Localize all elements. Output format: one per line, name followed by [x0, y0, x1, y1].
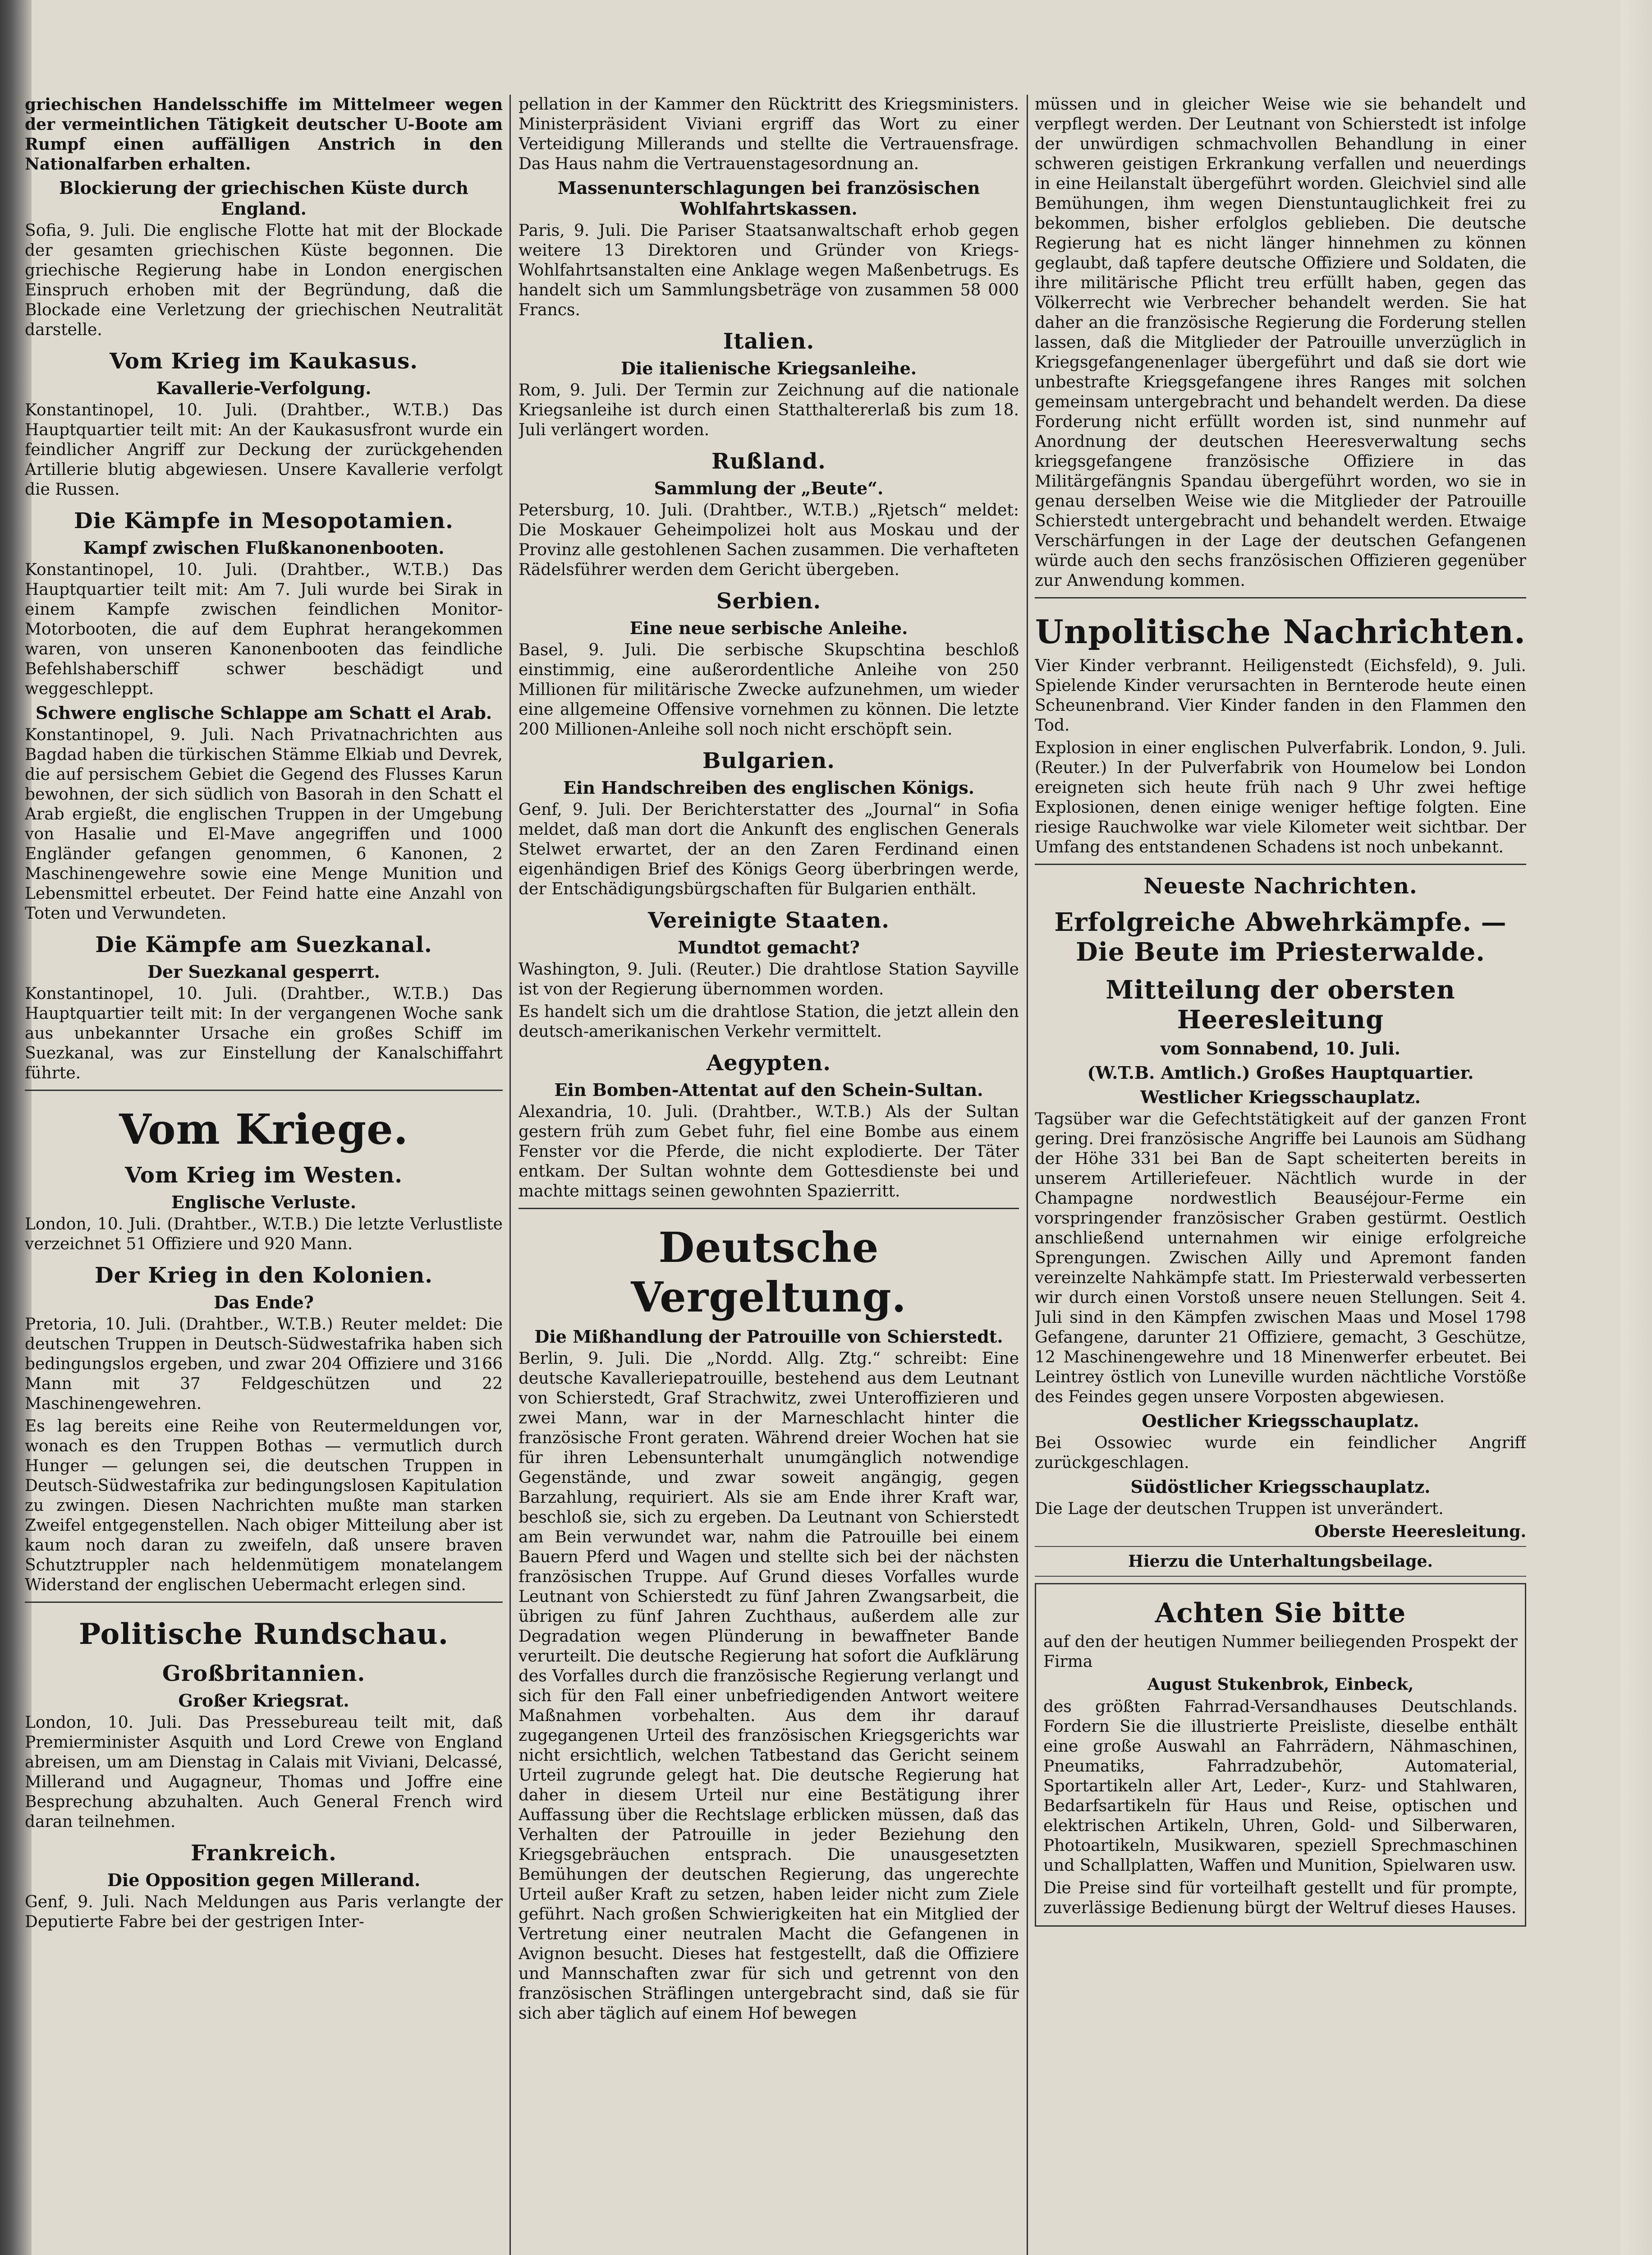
schatt-subtitle: Schwere englische Schlappe am Schatt el Arab.	[35, 703, 492, 723]
kolonien-text-1: Pretoria, 10. Juli. (Drahtber., W.T.B.) Reuter meldet: Die deutschen Truppen in Deutsch-Südwestafrika haben sich bedingungslos ergeben, und zwar 204 Offiziere und 3166 Mann mit 37 Feldgeschützen und 22 Maschinengewehren.	[25, 1315, 503, 1413]
newspaper-page	[25, 95, 1526, 2255]
sued-text: Die Lage der deutschen Truppen ist unverändert.	[1035, 1500, 1444, 1518]
divider	[25, 1602, 503, 1603]
meso-subtitle: Kampf zwischen Flußkanonenbooten.	[83, 538, 445, 558]
serbien-text: Basel, 9. Juli. Die serbische Skupschtina beschloß einstimmig, eine außerordentliche Anleihe von 250 Millionen für militärische Zwecke aufzunehmen, um wieder eine allgemeine Offensive vornehmen zu können. Die letzte 200 Millionen-Anleihe soll noch nicht erschöpft sein.	[519, 641, 1019, 739]
vergeltung-text: Berlin, 9. Juli. Die „Nordd. Allg. Ztg.“ schreibt: Eine deutsche Kavalleriepatrouille, bestehend aus dem Leutnant von Schierstedt, Graf Strachwitz, zwei Unteroffizieren und zwei Mann, war in der Marneschlacht hinter die französische Front geraten. Während dreier Wochen hat sie für ihren Lebensunterhalt unumgänglich notwendige Gegenstände, und zwar soweit angängig, gegen Barzahlung, requiriert. Als sie am Ende ihrer Kraft war, beschloß sie, sich zu ergeben. Da Leutnant von Schierstedt am Bein verwundet war, nahm die Patrouille bei einem Bauern Pferd und Wagen und stellte sich bei der nächsten französischen Truppe. Auf Grund dieses Vorfalles wurde Leutnant von Schierstedt zu fünf Jahren Zwangsarbeit, die übrigen zu fünf Jahren Zuchthaus, außerdem alle zur Degradation wegen Plünderung in bewaffneter Bande verurteilt. Die deutsche Regierung hat sofort die Aufklärung des Vorfalles durch die französische Regierung verlangt und sich für den Fall einer unbefriedigenden Antwort weitere Maßnahmen vorbehalten. Aus dem ihr darauf zugegangenen Urteil des französischen Kriegsgerichts war nicht ersichtlich, welchen Tatbestand das Gericht seinem Urteil zugrunde gelegt hat. Die deutsche Regierung hat daher in diesem Urteil nur eine Bestätigung ihrer Auffassung über die Rechtslage erblicken müssen, daß das Verhalten der Patrouille in jeder Beziehung den Kriegsgebräuchen entsprach. Die unausgesetzten Bemühungen der deutschen Regierung, das ungerechte Urteil außer Kraft zu setzen, haben leider nicht zum Ziele geführt. Nach großen Schwierigkeiten hat ein Mitglied der Vertretung einer neutralen Macht die Gefangenen in Avignon besucht. Dieses hat festgestellt, daß die Offiziere und Mannschaften zwar für sich und getrennt von den französischen Sträflingen untergebracht sind, daß sie für sich aber täglich auf einem Hof bewegen	[519, 1349, 1019, 2023]
gb-text: London, 10. Juli. Das Pressebureau teilt mit, daß Premierminister Asquith und Lord Crewe von England abreisen, um am Dienstag in Calais mit Viviani, Delcassé, Millerand und Augagneur, Thomas und Joffre eine Besprechung abzuhalten. Auch General French wird daran teilnehmen.	[25, 1713, 503, 1831]
russland-heading: Rußland.	[711, 449, 826, 474]
column-rule-2	[1027, 95, 1028, 2255]
schatt-text: Konstantinopel, 9. Juli. Nach Privatnachrichten aus Bagdad haben die türkischen Stämme Elkiab und Devrek, die auf persischem Gebiet die Gegend des Flusses Karun bewohnen, der sich südlich von Basorah in den Schatt el Arab ergießt, die englischen Truppen in der Umgebung von Hasalie und El-Mave angegriffen und 1000 Engländer gefangen genommen, 6 Kanonen, 2 Maschinengewehre sowie eine Menge Munition und Lebensmittel erbeutet. Der Feind hatte eine Anzahl von Toten und Verwundeten.	[25, 726, 503, 923]
vergeltung-subtitle: Die Mißhandlung der Patrouille von Schierstedt.	[534, 1326, 1003, 1347]
ad-close: Die Preise sind für vorteilhaft gestellt und für prompte, zuverlässige Bedienung bürgt der Weltruf dieses Hauses.	[1043, 1879, 1518, 1917]
blockade-text: Sofia, 9. Juli. Die englische Flotte hat mit der Blockade der gesamten griechischen Küste begonnen. Die griechische Regierung habe in London energischen Einspruch erhoben mit der Begründung, daß die Blockade eine Verletzung der griechischen Neutralität darstelle.	[25, 221, 503, 339]
kaukasus-title: Vom Krieg im Kaukasus.	[110, 349, 418, 374]
intro-paragraph: griechischen Handelsschiffe im Mittelmeer wegen der vermeintlichen Tätigkeit deutscher U-Boote am Rumpf einen auffälligen Anstrich in den Nationalfarben erhalten.	[25, 95, 503, 174]
bulgarien-subtitle: Ein Handschreiben des englischen Königs.	[563, 778, 974, 798]
suez-text: Konstantinopel, 10. Juli. (Drahtber., W.T.B.) Das Hauptquartier teilt mit: In der vergangenen Woche sank aus unbekannter Ursache ein großes Schiff im Suezkanal, was zur Einstellung der Kanalschiffahrt führte.	[25, 985, 503, 1082]
unpol-item-1: Vier Kinder verbrannt. Heiligenstedt (Eichsfeld), 9. Juli. Spielende Kinder verursachten in Bernterode heute einen Scheunenbrand. Vier Kinder fanden in den Flammen den Tod.	[1035, 657, 1526, 735]
ad-firm: August Stukenbrok, Einbeck,	[1147, 1675, 1414, 1694]
kolonien-title: Der Krieg in den Kolonien.	[95, 1263, 433, 1288]
russland-subtitle: Sammlung der „Beute“.	[654, 478, 884, 498]
scan-edge-right	[1620, 0, 1652, 2255]
vergeltung-title: Deutsche Vergeltung.	[631, 1223, 907, 1321]
aegypten-heading: Aegypten.	[706, 1050, 831, 1076]
meso-title: Die Kämpfe in Mesopotamien.	[74, 508, 454, 534]
divider	[1035, 1576, 1526, 1577]
signature: Oberste Heeresleitung.	[1314, 1522, 1526, 1541]
unpol-title: Unpolitische Nachrichten.	[1035, 612, 1526, 651]
divider	[1035, 597, 1526, 598]
politik-title: Politische Rundschau.	[79, 1617, 449, 1651]
gb-subtitle: Großer Kriegsrat.	[178, 1690, 349, 1711]
aegypten-subtitle: Ein Bomben-Attentat auf den Schein-Sultan.	[554, 1080, 983, 1100]
kolonien-text-2: Es lag bereits eine Reihe von Reutermeldungen vor, wonach es den Truppen Bothas — vermutlich durch Hunger — gelungen sei, die deutschen Truppen in Deutsch-Südwestafrika zur bedingungslosen Kapitulation zu zwingen. Diesen Nachrichten mußte man starken Zweifel entgegenstellen. Nach obiger Mitteilung aber ist kaum noch daran zu zweifeln, daß unsere braven Schutztruppler nach heldenmütigem monatelangem Widerstand der englischen Uebermacht erlegen sind.	[25, 1417, 503, 1594]
fr-text: Genf, 9. Juli. Nach Meldungen aus Paris verlangte der Deputierte Fabre bei der gestrigen Inter-	[25, 1893, 503, 1931]
italien-text: Rom, 9. Juli. Der Termin zur Zeichnung auf die nationale Kriegsanleihe ist durch einen Statthaltererlaß bis zum 18. Juli verlängert worden.	[519, 381, 1019, 439]
bulgarien-heading: Bulgarien.	[702, 748, 835, 773]
serbien-heading: Serbien.	[716, 589, 821, 614]
usa-subtitle: Mundtot gemacht?	[678, 937, 860, 957]
blockade-heading: Blockierung der griechischen Küste durch England.	[59, 178, 468, 219]
kaukasus-subtitle: Kavallerie-Verfolgung.	[156, 378, 372, 398]
neueste-headline-2: Mitteilung der obersten Heeresleitung	[1106, 975, 1455, 1035]
ad-intro: auf den der heutigen Nummer beiliegenden Prospekt der Firma	[1043, 1633, 1518, 1671]
kaukasus-text: Konstantinopel, 10. Juli. (Drahtber., W.T.B.) Das Hauptquartier teilt mit: An der Kaukasusfront wurde ein feindlicher Angriff zur Deckung der zurückgehenden Artillerie blutig abgewiesen. Unsere Kavallerie verfolgt die Russen.	[25, 401, 503, 499]
suez-subtitle: Der Suezkanal gesperrt.	[147, 962, 380, 982]
gb-heading: Großbritannien.	[162, 1661, 366, 1686]
column-1	[25, 95, 503, 2255]
usa-text-1: Washington, 9. Juli. (Reuter.) Die drahtlose Station Sayville ist von der Regierung übernommen worden.	[519, 960, 1019, 999]
fr-subtitle: Die Opposition gegen Millerand.	[107, 1870, 421, 1890]
kolonien-subtitle: Das Ende?	[214, 1292, 314, 1312]
russland-text: Petersburg, 10. Juli. (Drahtber., W.T.B.) „Rjetsch“ meldet: Die Moskauer Geheimpolizei holt aus Moskau und der Provinz alle gestohlenen Sachen zusammen. Die verhafteten Rädelsführer werden dem Gericht übergeben.	[519, 501, 1019, 579]
sued-heading: Südöstlicher Kriegsschauplatz.	[1130, 1477, 1431, 1497]
divider	[1035, 864, 1526, 865]
col3-continuation: müssen und in gleicher Weise wie sie behandelt und verpflegt werden. Der Leutnant von Schierstedt ist infolge der unwürdigen schmachvollen Behandlung in einer schweren geistigen Erkrankung verfallen und neuerdings in eine Heilanstalt übergeführt worden. Gleichviel sind alle Bemühungen, ihm wegen Dienstuntauglichkeit frei zu bekommen, bisher erfolglos geblieben. Die deutsche Regierung hat es nicht länger hinnehmen zu können geglaubt, daß tapfere deutsche Offiziere und Soldaten, die ihre militärische Pflicht treu erfüllt haben, gegen das Völkerrecht wie Verbrecher behandelt werden. Sie hat daher an die französische Regierung die Forderung stellen lassen, daß die Mitglieder der Patrouille unverzüglich in Kriegsgefangenenlager übergeführt und daß sie dort wie unbestrafte Kriegsgefangene ihres Ranges mit solchen gemeinsam untergebracht und behandelt werden. Da diese Forderung nicht erfüllt worden ist, sind nunmehr auf Anordnung der deutschen Heeresverwaltung sechs kriegsgefangene französische Offiziere in das Militärgefängnis Spandau übergeführt worden, wo sie in genau derselben Weise wie die Mitglieder der Patrouille Schierstedt untergebracht und behandelt werden. Etwaige Verschärfungen in der Lage der deutschen Gefangenen würde auch den sechs französischen Offizieren gegenüber zur Anwendung kommen.	[1035, 95, 1526, 590]
col2-continuation: pellation in der Kammer den Rücktritt des Kriegsministers. Ministerpräsident Viviani ergriff das Wort zu einer Verteidigung Millerands und stellte die Vertrauensfrage. Das Haus nahm die Vertrauenstagesordnung an.	[519, 95, 1019, 173]
neueste-date: vom Sonnabend, 10. Juli.	[1161, 1038, 1400, 1058]
ad-text: des größten Fahrrad-Versandhauses Deutschlands. Fordern Sie die illustrierte Preisliste, dieselbe enthält eine große Auswahl an Fahrrädern, Nähmaschinen, Pneumatiks, Fahrradzubehör, Automaterial, Sportartikeln aller Art, Leder-, Kurz- und Stahlwaren, Bedarfsartikeln für Haus und Reise, optischen und elektrischen Artikeln, Uhren, Gold- und Silberwaren, Photoartikeln, Musikwaren, speziell Sprechmaschinen und Schallplatten, Waffen und Munition, Spielwaren usw.	[1043, 1698, 1518, 1875]
italien-subtitle: Die italienische Kriegsanleihe.	[620, 358, 917, 378]
neueste-title: Neueste Nachrichten.	[1143, 874, 1418, 899]
column-3	[1035, 95, 1526, 2255]
ad-title: Achten Sie bitte	[1155, 1597, 1406, 1629]
suez-title: Die Kämpfe am Suezkanal.	[95, 932, 432, 957]
vom-kriege-title: Vom Kriege.	[119, 1105, 408, 1154]
meso-text: Konstantinopel, 10. Juli. (Drahtber., W.T.B.) Das Hauptquartier teilt mit: Am 7. Juli wurde bei Sirak in einem Kampfe zwischen feindlichen Monitor-Motorbooten, die auf dem Euphrat herangekommen waren, von unseren Kanonenbooten das feindliche Befehlshaberschiff schwer beschädigt und weggeschleppt.	[25, 561, 503, 698]
neueste-wtb: (W.T.B. Amtlich.) Großes Hauptquartier.	[1087, 1063, 1474, 1083]
westen-text: London, 10. Juli. (Drahtber., W.T.B.) Die letzte Verlustliste verzeichnet 51 Offiziere und 920 Mann.	[25, 1215, 503, 1253]
divider	[25, 1090, 503, 1091]
neueste-headline-1: Erfolgreiche Abwehrkämpfe. — Die Beute im Priesterwalde.	[1054, 907, 1507, 967]
divider	[1035, 1546, 1526, 1547]
usa-heading: Vereinigte Staaten.	[648, 908, 890, 933]
west-text: Tagsüber war die Gefechtstätigkeit auf der ganzen Front gering. Drei französische Angriffe bei Launois am Südhang der Höhe 331 bei Ban de Sapt scheiterten bereits in unserem Artilleriefeuer. Nächtlich wurde in der Champagne nordwestlich Beauséjour-Ferme ein vorspringender französischer Graben gestürmt. Oestlich anschließend unternahmen wir einige erfolgreiche Sprengungen. Zwischen Ailly und Apremont fanden vereinzelte Nahkämpfe statt. Im Priesterwald verbesserten wir durch einen Vorstoß unsere neuen Stellungen. Seit 4. Juli sind in den Kämpfen zwischen Maas und Mosel 1798 Gefangene, darunter 21 Offiziere, gemacht, 3 Geschütze, 12 Maschinengewehre und 18 Minenwerfer erbeutet. Bei Leintrey östlich von Luneville wurden nächtliche Vorstöße des Feindes gegen unsere Vorposten abgewiesen.	[1035, 1110, 1526, 1406]
beilage-note: Hierzu die Unterhaltungsbeilage.	[1128, 1552, 1433, 1571]
westen-title: Vom Krieg im Westen.	[124, 1163, 403, 1188]
fr-heading: Frankreich.	[191, 1841, 337, 1866]
divider	[519, 1208, 1019, 1209]
ost-text: Bei Ossowiec wurde ein feindlicher Angriff zurückgeschlagen.	[1035, 1434, 1526, 1472]
advertisement	[1035, 1583, 1526, 1927]
massen-text: Paris, 9. Juli. Die Pariser Staatsanwaltschaft erhob gegen weitere 13 Direktoren und Gründer von Kriegs-Wohlfahrtsanstalten eine Anklage wegen Maßenbetrugs. Es handelt sich um Sammlungsbeträge von zusammen 58 000 Francs.	[519, 221, 1019, 319]
massen-subtitle: Massenunterschlagungen bei französischen Wohlfahrtskassen.	[557, 178, 980, 219]
column-2	[519, 95, 1019, 2255]
unpol-item-2: Explosion in einer englischen Pulverfabrik. London, 9. Juli. (Reuter.) In der Pulverfabrik von Houmelow bei London ereigneten sich heute früh nach 9 Uhr zwei heftige Explosionen, denen einige weniger heftige folgten. Eine riesige Rauchwolke war viele Kilometer weit sichtbar. Der Umfang des entstandenen Schadens ist noch unbekannt.	[1035, 739, 1526, 856]
ost-heading: Oestlicher Kriegsschauplatz.	[1142, 1411, 1419, 1431]
column-rule-1	[509, 95, 511, 2255]
italien-heading: Italien.	[723, 329, 815, 354]
aegypten-text: Alexandria, 10. Juli. (Drahtber., W.T.B.) Als der Sultan gestern früh zum Gebet fuhr, fiel eine Bombe aus einem Fenster vor die Pferde, die nicht explodierte. Der Täter entkam. Der Sultan wohnte dem Gottesdienste bei und machte mittags seinen gewohnten Spazierritt.	[519, 1103, 1019, 1201]
serbien-subtitle: Eine neue serbische Anleihe.	[629, 618, 908, 638]
west-heading: Westlicher Kriegsschauplatz.	[1140, 1087, 1421, 1107]
bulgarien-text: Genf, 9. Juli. Der Berichterstatter des „Journal“ in Sofia meldet, daß man dort die Ankunft des englischen Generals Stelwet erwartet, der an den Zaren Ferdinand einen eigenhändigen Brief des Königs Georg überbringen werde, der Entschädigungsbürgschaften für Bulgarien enthält.	[519, 801, 1019, 898]
westen-subtitle: Englische Verluste.	[171, 1192, 357, 1212]
usa-text-2: Es handelt sich um die drahtlose Station, die jetzt allein den deutsch-amerikanischen Verkehr vermittelt.	[519, 1003, 1019, 1041]
